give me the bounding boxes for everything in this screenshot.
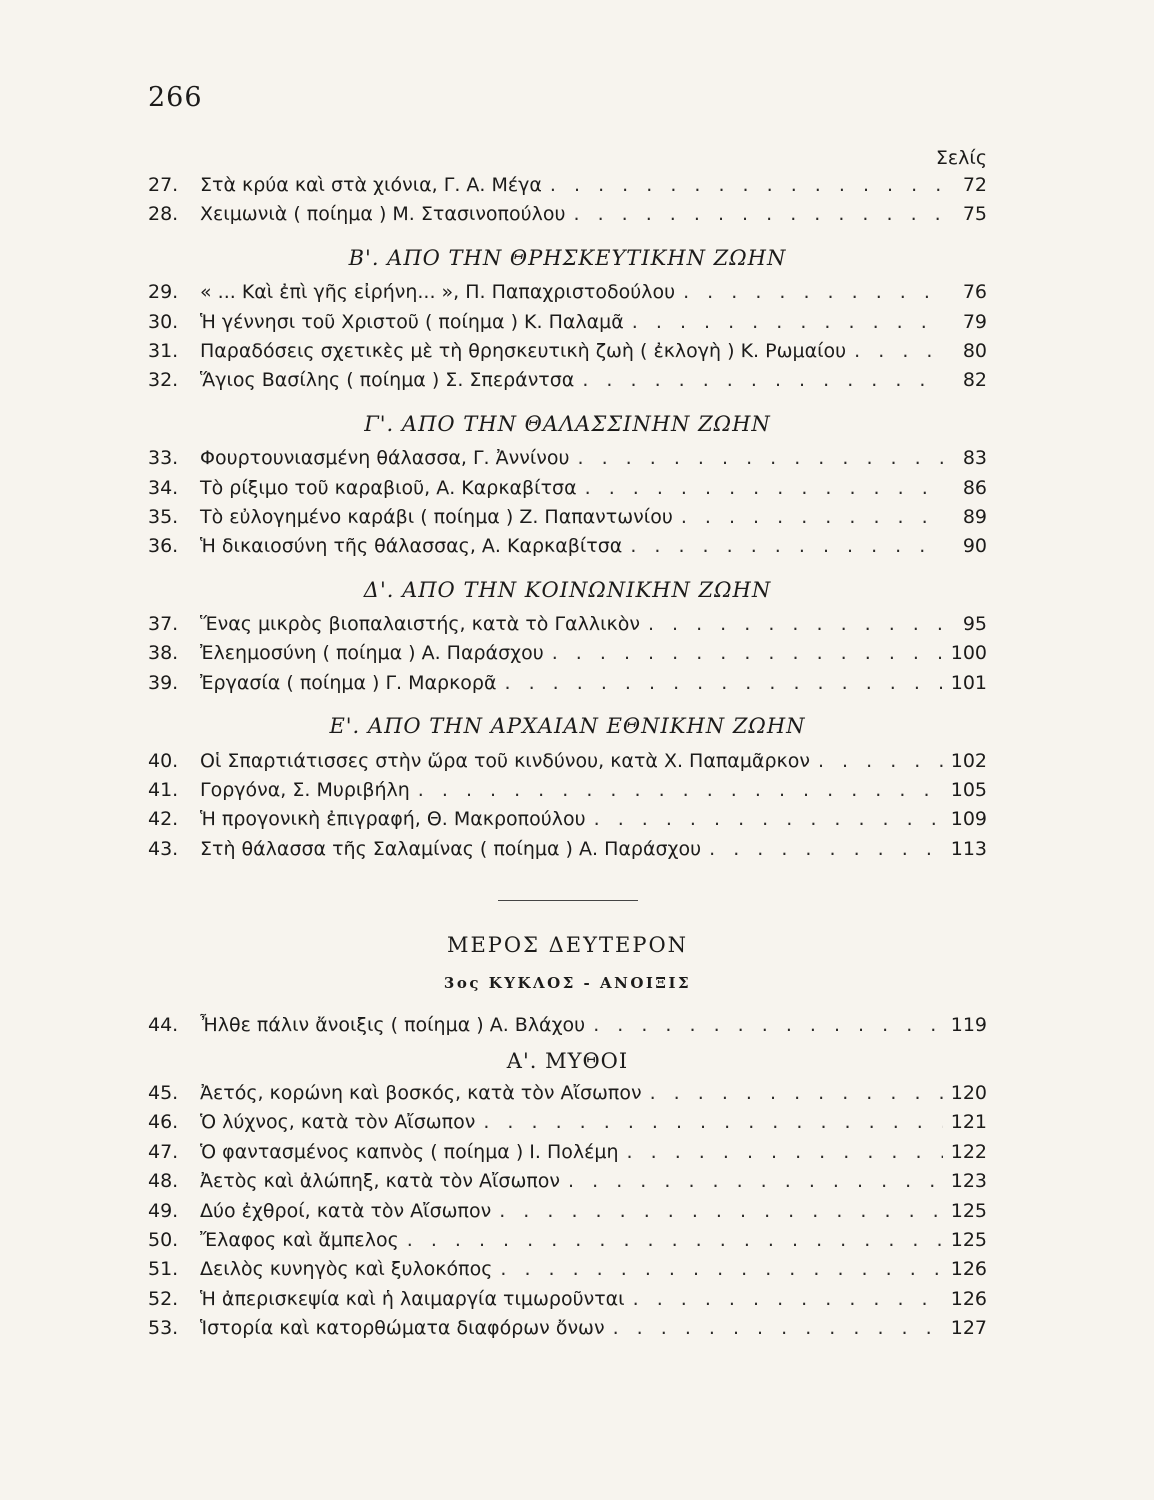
entry-page: 122 — [950, 1140, 987, 1163]
section-heading: Ε'. ΑΠΟ ΤΗΝ ΑΡΧΑΙΑΝ ΕΘΝΙΚΗΝ ΖΩΗΝ — [329, 714, 806, 739]
entry-number: 41. — [148, 779, 179, 802]
dot-leader — [568, 1170, 943, 1192]
toc-entry — [148, 311, 987, 340]
toc-entry — [148, 1014, 987, 1043]
dot-leader — [573, 203, 945, 225]
entry-page: 72 — [962, 174, 987, 196]
dot-leader — [578, 447, 945, 469]
entry-title: Ἐργασία ( ποίημα ) Γ. Μαρκορᾶ — [200, 671, 497, 694]
entry-page: 82 — [962, 369, 987, 392]
entry-page: 121 — [950, 1111, 987, 1134]
entry-title: Ἔλαφος καὶ ἄμπελος — [200, 1228, 399, 1251]
entry-page: 101 — [950, 671, 987, 694]
toc-entry — [148, 369, 987, 398]
toc-entry — [148, 642, 987, 671]
dot-leader — [593, 1014, 943, 1036]
toc-entry — [148, 340, 987, 369]
entry-number: 50. — [148, 1228, 179, 1251]
entry-number: 29. — [148, 281, 179, 304]
toc-entry — [148, 506, 987, 535]
entry-title: Ὁ φαντασμένος καπνὸς ( ποίημα ) Ι. Πολέμη — [200, 1140, 619, 1163]
entry-title: Χειμωνιὰ ( ποίημα ) Μ. Στασινοπούλου — [200, 203, 566, 226]
toc-entry — [148, 447, 987, 476]
entry-page: 95 — [962, 613, 987, 636]
entry-page: 83 — [962, 447, 987, 470]
entry-number: 37. — [148, 613, 179, 636]
dot-leader — [683, 281, 945, 303]
dot-leader — [550, 174, 945, 196]
toc-entry — [148, 1170, 987, 1199]
dot-leader — [500, 1258, 942, 1280]
dot-leader — [650, 1082, 943, 1104]
dot-leader — [627, 1141, 943, 1163]
entry-number: 49. — [148, 1199, 179, 1222]
entry-number: 52. — [148, 1287, 179, 1310]
toc-entry — [148, 1200, 987, 1229]
toc-entry — [148, 1288, 987, 1317]
toc-entry — [148, 672, 987, 701]
page-number: 266 — [148, 82, 203, 113]
entry-page: 75 — [962, 203, 987, 226]
entry-title: Γοργόνα, Σ. Μυριβήλη — [200, 779, 410, 802]
toc-entry — [148, 281, 987, 310]
entry-page: 125 — [950, 1228, 987, 1251]
dot-leader — [854, 340, 945, 362]
entry-title: Τὸ εὐλογημένο καράβι ( ποίημα ) Ζ. Παπαντωνίου — [200, 505, 673, 528]
entry-number: 46. — [148, 1111, 179, 1134]
entry-title: Δειλὸς κυνηγὸς καὶ ξυλοκόπος — [200, 1258, 493, 1281]
entry-page: 79 — [962, 310, 987, 333]
entry-page: 120 — [950, 1081, 987, 1104]
dot-leader — [499, 1200, 943, 1222]
toc-entry — [148, 1082, 987, 1111]
toc-entry — [148, 779, 987, 808]
myths-heading: Α'. ΜΥΘΟΙ — [506, 1048, 629, 1073]
entry-number: 36. — [148, 535, 179, 558]
entry-number: 47. — [148, 1140, 179, 1163]
entry-page: 90 — [962, 535, 987, 558]
entry-title: Δύο ἐχθροί, κατὰ τὸν Αἴσωπον — [200, 1199, 492, 1222]
entry-number: 32. — [148, 369, 179, 392]
entry-number: 51. — [148, 1258, 179, 1281]
toc-entry — [148, 1111, 987, 1140]
part-two-title: ΜΕΡΟΣ ΔΕΥΤΕΡΟΝ — [446, 933, 689, 958]
entry-number: 30. — [148, 310, 179, 333]
toc-entry — [148, 535, 987, 564]
entry-title: Στὴ θάλασσα τῆς Σαλαμίνας ( ποίημα ) Α. Παράσχου — [200, 837, 702, 860]
entry-title: Ἀετὸς καὶ ἀλώπηξ, κατὰ τὸν Αἴσωπον — [200, 1170, 561, 1193]
entry-title: Ἡ γέννησι τοῦ Χριστοῦ ( ποίημα ) Κ. Παλαμᾶ — [200, 310, 624, 333]
entry-number: 33. — [148, 447, 179, 470]
entry-page: 89 — [962, 505, 987, 528]
dot-leader — [585, 477, 945, 499]
part-two-intro-entries — [148, 1014, 987, 1043]
entry-number: 48. — [148, 1170, 179, 1193]
entry-title: Οἱ Σπαρτιάτισσες στὴν ὥρα τοῦ κινδύνου, κατὰ Χ. Παπαμᾶρκον — [200, 749, 810, 772]
entry-title: Ἡ ἀπερισκεψία καὶ ἡ λαιμαργία τιμωροῦνται — [200, 1287, 625, 1310]
entry-number: 53. — [148, 1317, 179, 1340]
dot-leader — [648, 613, 945, 635]
entry-number: 40. — [148, 749, 179, 772]
entry-page: 119 — [950, 1014, 987, 1037]
entry-title: Ἅγιος Βασίλης ( ποίημα ) Σ. Σπεράντσα — [200, 369, 575, 392]
entry-title: Φουρτουνιασμένη θάλασσα, Γ. Ἀννίνου — [200, 447, 570, 470]
entry-page: 125 — [950, 1199, 987, 1222]
entry-number: 34. — [148, 476, 179, 499]
entry-page: 127 — [950, 1317, 987, 1340]
entry-title: Ἡ προγονικὴ ἐπιγραφή, Θ. Μακροπούλου — [200, 808, 586, 831]
entry-title: « ... Καὶ ἐπὶ γῆς εἰρήνη... », Π. Παπαχριστοδούλου — [200, 281, 676, 304]
entry-title: Ἀετός, κορώνη καὶ βοσκός, κατὰ τὸν Αἴσωπον — [200, 1081, 642, 1104]
toc-entry — [148, 174, 987, 203]
dot-leader — [483, 1111, 942, 1133]
toc-entry — [148, 808, 987, 837]
entry-title: Ἦλθε πάλιν ἄνοιξις ( ποίημα ) Α. Βλάχου — [200, 1014, 586, 1037]
toc-entry — [148, 1229, 987, 1258]
separator-rule — [498, 900, 638, 901]
entry-page: 76 — [962, 281, 987, 304]
page-column-header: Σελίς — [935, 147, 987, 169]
entry-page: 105 — [950, 779, 987, 802]
entry-title: Τὸ ρίξιμο τοῦ καραβιοῦ, Α. Καρκαβίτσα — [200, 476, 577, 499]
entry-title: Παραδόσεις σχετικὲς μὲ τὴ θρησκευτικὴ ζωὴ ( ἐκλογὴ ) Κ. Ρωμαίου — [200, 339, 847, 362]
entry-number: 28. — [148, 203, 179, 226]
entry-page: 126 — [950, 1287, 987, 1310]
entry-title: Ἡ δικαιοσύνη τῆς θάλασσας, Α. Καρκαβίτσα — [200, 535, 623, 558]
entry-title: Ἕνας μικρὸς βιοπαλαιστής, κατὰ τὸ Γαλλικὸν — [200, 613, 640, 636]
toc-entry — [148, 613, 987, 642]
entry-number: 27. — [148, 174, 179, 196]
toc-entry — [148, 1317, 987, 1346]
dot-leader — [709, 838, 943, 860]
entry-page: 113 — [950, 837, 987, 860]
entry-page: 100 — [950, 642, 987, 665]
entry-title: Ὁ λύχνος, κατὰ τὸν Αἴσωπον — [200, 1111, 476, 1134]
entry-number: 38. — [148, 642, 179, 665]
entry-title: Ἱστορία καὶ κατορθώματα διαφόρων ὄνων — [200, 1317, 605, 1340]
dot-leader — [613, 1317, 943, 1339]
dot-leader — [632, 311, 945, 333]
entry-number: 45. — [148, 1081, 179, 1104]
entry-page: 80 — [962, 339, 987, 362]
entry-title: Ἐλεημοσύνη ( ποίημα ) Α. Παράσχου — [200, 642, 544, 665]
dot-leader — [630, 535, 945, 557]
section-heading: Γ'. ΑΠΟ ΤΗΝ ΘΑΛΑΣΣΙΝΗΝ ΖΩΗΝ — [364, 411, 771, 436]
toc-entry — [148, 750, 987, 779]
entry-number: 44. — [148, 1014, 179, 1037]
toc-entry — [148, 1141, 987, 1170]
dot-leader — [594, 808, 943, 830]
entry-number: 31. — [148, 339, 179, 362]
entry-page: 86 — [962, 476, 987, 499]
entry-number: 43. — [148, 837, 179, 860]
section-heading: Β'. ΑΠΟ ΤΗΝ ΘΡΗΣΚΕΥΤΙΚΗΝ ΖΩΗΝ — [348, 245, 787, 270]
part-two-myth-entries — [148, 1082, 987, 1347]
dot-leader — [407, 1229, 943, 1251]
entry-title: Στὰ κρύα καὶ στὰ χιόνια, Γ. Α. Μέγα — [200, 174, 542, 196]
toc-entry — [148, 1258, 987, 1287]
table-of-contents — [148, 174, 987, 1347]
entry-page: 123 — [950, 1170, 987, 1193]
dot-leader — [418, 779, 943, 801]
dot-leader — [681, 506, 945, 528]
entry-number: 42. — [148, 808, 179, 831]
entry-number: 35. — [148, 505, 179, 528]
dot-leader — [633, 1288, 943, 1310]
dot-leader — [818, 750, 943, 772]
dot-leader — [552, 642, 943, 664]
dot-leader — [582, 369, 945, 391]
toc-sections — [148, 174, 987, 867]
toc-entry — [148, 477, 987, 506]
entry-page: 109 — [950, 808, 987, 831]
entry-page: 102 — [950, 749, 987, 772]
entry-page: 126 — [950, 1258, 987, 1281]
section-heading: Δ'. ΑΠΟ ΤΗΝ ΚΟΙΝΩΝΙΚΗΝ ΖΩΗΝ — [363, 577, 772, 602]
toc-entry — [148, 838, 987, 867]
entry-number: 39. — [148, 671, 179, 694]
toc-entry — [148, 203, 987, 232]
cycle-title: 3ος ΚΥΚΛΟΣ - ΑΝΟΙΞΙΣ — [443, 974, 692, 993]
dot-leader — [505, 672, 943, 694]
